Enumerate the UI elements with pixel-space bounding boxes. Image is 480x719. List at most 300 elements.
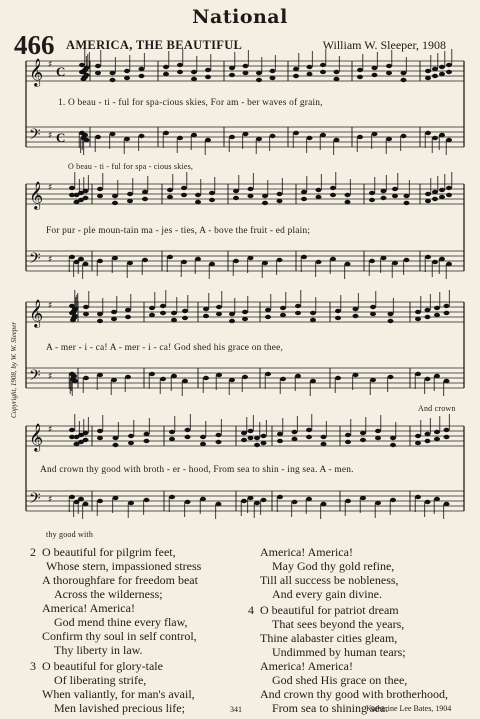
note-head: [330, 186, 336, 190]
note-head: [149, 313, 155, 317]
note-head: [334, 77, 340, 81]
note-head: [432, 197, 438, 201]
note-head: [110, 78, 116, 82]
note-head: [388, 319, 394, 323]
note-head: [113, 496, 119, 500]
stanza-3: 3 O beautiful for glory-tale Of liberating strife, When valiantly, for man's avail, Men lavished precious life;: [30, 659, 195, 715]
note-head: [139, 74, 145, 78]
note-head: [425, 255, 431, 259]
note-head: [111, 310, 117, 314]
note-head: [295, 304, 301, 308]
note-head: [321, 435, 327, 439]
note-head: [439, 188, 445, 192]
note-head: [185, 500, 191, 504]
note-head: [182, 316, 188, 320]
note-head: [293, 67, 299, 71]
note-head: [345, 499, 351, 503]
lyrics-line-1: 1. O beau - ti - ful for spa-cious skies, For am - ber waves of grain,: [58, 98, 323, 108]
note-head: [200, 442, 206, 446]
note-head: [301, 197, 307, 201]
treble-clef-icon: 𝄞: [29, 58, 44, 86]
note-head: [181, 193, 187, 197]
note-head: [233, 189, 239, 193]
note-head: [195, 193, 201, 197]
note-head: [415, 317, 421, 321]
note-head: [254, 501, 260, 505]
note-head: [229, 319, 235, 323]
note-head: [293, 74, 299, 78]
note-head: [127, 199, 133, 203]
note-head: [425, 500, 431, 504]
note-head: [425, 69, 431, 73]
note-head: [375, 436, 381, 440]
note-head: [270, 134, 276, 138]
note-head: [112, 201, 118, 205]
note-head: [292, 437, 298, 441]
note-head: [149, 306, 155, 310]
note-head: [415, 495, 421, 499]
note-head: [97, 373, 103, 377]
note-head: [160, 304, 166, 308]
note-head: [306, 435, 312, 439]
note-head: [128, 434, 134, 438]
note-head: [316, 195, 322, 199]
note-head: [205, 75, 211, 79]
note-head: [415, 434, 421, 438]
note-head: [69, 495, 75, 499]
note-head: [144, 498, 150, 502]
note-head: [432, 190, 438, 194]
note-head: [97, 312, 103, 316]
note-head: [203, 314, 209, 318]
note-head: [83, 196, 89, 200]
note-head: [243, 64, 249, 68]
note-head: [78, 497, 84, 501]
note-head: [334, 138, 340, 142]
note-head: [425, 377, 431, 381]
note-head: [446, 70, 452, 74]
note-head: [292, 500, 298, 504]
note-head: [425, 131, 431, 135]
note-head: [425, 439, 431, 443]
note-head: [83, 305, 89, 309]
note-head: [353, 307, 359, 311]
note-head: [110, 71, 116, 75]
note-head: [124, 69, 130, 73]
bass-clef-icon: 𝄢: [29, 490, 41, 511]
stanzas-left: [30, 545, 245, 715]
note-head: [216, 440, 222, 444]
note-head: [372, 66, 378, 70]
note-head: [112, 256, 118, 260]
note-head: [142, 190, 148, 194]
note-head: [360, 438, 366, 442]
note-head: [191, 133, 197, 137]
note-head: [124, 137, 130, 141]
note-head: [139, 134, 145, 138]
time-signature-icon: C: [56, 64, 66, 79]
note-head: [171, 318, 177, 322]
note-head: [390, 498, 396, 502]
note-head: [401, 134, 407, 138]
note-head: [372, 132, 378, 136]
note-head: [200, 435, 206, 439]
note-head: [256, 137, 262, 141]
note-head: [127, 261, 133, 265]
note-head: [69, 255, 75, 259]
note-head: [320, 133, 326, 137]
note-head: [167, 255, 173, 259]
note-head: [277, 432, 283, 436]
bass-clef-icon: 𝄢: [29, 367, 41, 388]
note-head: [82, 133, 88, 137]
note-head: [185, 435, 191, 439]
note-head: [360, 431, 366, 435]
note-head: [229, 135, 235, 139]
note-head: [277, 495, 283, 499]
note-head: [439, 133, 445, 137]
sharp-icon: ♯: [48, 255, 53, 265]
note-head: [84, 73, 90, 77]
note-head: [306, 428, 312, 432]
note-head: [345, 433, 351, 437]
note-head: [392, 194, 398, 198]
note-head: [261, 441, 267, 445]
treble-clef-icon: 𝄞: [29, 299, 44, 327]
note-head: [439, 65, 445, 69]
note-head: [216, 433, 222, 437]
note-head: [248, 496, 254, 500]
note-head: [254, 436, 260, 440]
note-head: [205, 68, 211, 72]
sharp-icon: ♯: [48, 495, 53, 505]
stanza-2: 2 O beautiful for pilgrim feet, Whose stern, impassioned stress A thoroughfare for freedom beat Across the wilderness; America! America! God mend thine every flaw, Confirm thy soul in self control, Thy liberty in law.: [30, 545, 202, 657]
note-head: [261, 498, 267, 502]
note-head: [167, 188, 173, 192]
note-head: [270, 69, 276, 73]
note-head: [295, 374, 301, 378]
note-head: [381, 256, 387, 260]
hymn-number: 466: [14, 30, 55, 60]
note-head: [113, 443, 119, 447]
note-head: [144, 439, 150, 443]
note-head: [439, 72, 445, 76]
note-head: [434, 313, 440, 317]
note-head: [142, 258, 148, 262]
note-head: [177, 136, 183, 140]
note-head: [425, 192, 431, 196]
note-head: [277, 439, 283, 443]
note-head: [83, 262, 89, 266]
note-head: [446, 63, 452, 67]
note-head: [320, 70, 326, 74]
note-head: [334, 70, 340, 74]
treble-clef-icon: 𝄞: [29, 181, 44, 209]
note-head: [209, 191, 215, 195]
note-head: [386, 137, 392, 141]
note-head: [316, 188, 322, 192]
note-head: [381, 196, 387, 200]
note-head: [415, 441, 421, 445]
note-head: [270, 76, 276, 80]
note-head: [330, 193, 336, 197]
note-head: [425, 315, 431, 319]
note-head: [163, 131, 169, 135]
author-credit: Katherine Lee Bates, 1904: [366, 704, 452, 713]
note-head: [357, 75, 363, 79]
note-head: [307, 136, 313, 140]
note-head: [139, 67, 145, 71]
note-head: [392, 261, 398, 265]
note-head: [401, 71, 407, 75]
note-head: [415, 372, 421, 376]
note-head: [277, 192, 283, 196]
bass-clef-icon: 𝄢: [29, 250, 41, 271]
note-head: [95, 71, 101, 75]
note-head: [401, 78, 407, 82]
note-head: [335, 376, 341, 380]
note-head: [233, 259, 239, 263]
note-head: [310, 318, 316, 322]
note-head: [446, 138, 452, 142]
note-head: [370, 305, 376, 309]
note-head: [345, 200, 351, 204]
note-head: [446, 193, 452, 197]
note-head: [163, 72, 169, 76]
note-head: [128, 501, 134, 505]
note-head: [83, 189, 89, 193]
note-head: [277, 199, 283, 203]
sharp-icon: ♯: [48, 425, 53, 435]
note-head: [241, 499, 247, 503]
note-head: [113, 436, 119, 440]
lyrics-line-2: For pur - ple moun-tain ma - jes - ties, A - bove the fruit - ed plain;: [46, 226, 311, 236]
note-head: [79, 63, 85, 67]
note-head: [381, 189, 387, 193]
note-head: [83, 431, 89, 435]
note-head: [307, 65, 313, 69]
note-head: [432, 67, 438, 71]
note-head: [320, 63, 326, 67]
note-head: [248, 429, 254, 433]
note-head: [310, 379, 316, 383]
note-head: [262, 194, 268, 198]
note-head: [83, 502, 89, 506]
note-head: [388, 312, 394, 316]
note-head: [171, 374, 177, 378]
note-head: [345, 440, 351, 444]
note-head: [434, 430, 440, 434]
note-head: [404, 258, 410, 262]
note-head: [353, 314, 359, 318]
note-head: [425, 199, 431, 203]
note-head: [434, 497, 440, 501]
note-head: [369, 259, 375, 263]
page-number: 341: [230, 705, 242, 714]
note-head: [444, 311, 450, 315]
note-head: [160, 377, 166, 381]
note-head: [261, 434, 267, 438]
sharp-icon: ♯: [48, 131, 53, 141]
note-head: [446, 262, 452, 266]
note-head: [203, 376, 209, 380]
note-head: [242, 310, 248, 314]
note-head: [216, 373, 222, 377]
note-head: [369, 191, 375, 195]
note-head: [316, 260, 322, 264]
note-head: [229, 312, 235, 316]
note-head: [248, 187, 254, 191]
copyright-notice: Copyright, 1908, by W. W. Sleeper: [10, 321, 18, 418]
hymn-title: AMERICA, THE BEAUTIFUL: [66, 38, 243, 52]
note-head: [345, 193, 351, 197]
note-head: [404, 194, 410, 198]
note-head: [167, 195, 173, 199]
note-head: [262, 261, 268, 265]
note-head: [125, 308, 131, 312]
note-head: [254, 443, 260, 447]
stanzas-right: [248, 545, 468, 715]
note-head: [432, 260, 438, 264]
note-head: [84, 66, 90, 70]
note-head: [144, 432, 150, 436]
note-head: [169, 437, 175, 441]
note-head: [177, 70, 183, 74]
note-head: [357, 135, 363, 139]
note-head: [233, 196, 239, 200]
note-head: [71, 374, 77, 378]
note-head: [229, 66, 235, 70]
note-head: [97, 187, 103, 191]
note-head: [360, 496, 366, 500]
note-head: [111, 317, 117, 321]
note-head: [434, 437, 440, 441]
note-head: [191, 70, 197, 74]
bass-words-line-3: And crown: [418, 404, 456, 413]
note-head: [415, 310, 421, 314]
note-head: [439, 257, 445, 261]
note-head: [124, 76, 130, 80]
note-head: [256, 71, 262, 75]
note-head: [301, 190, 307, 194]
section-title: National: [192, 6, 288, 28]
note-head: [97, 194, 103, 198]
treble-clef-icon: 𝄞: [29, 423, 44, 451]
note-head: [72, 314, 78, 318]
note-head: [216, 502, 222, 506]
note-head: [97, 499, 103, 503]
stanza-2-continued: America! America! May God thy gold refine, Till all success be nobleness, And every gain divine.: [260, 545, 399, 601]
note-head: [335, 316, 341, 320]
note-head: [125, 315, 131, 319]
note-head: [160, 311, 166, 315]
note-head: [111, 378, 117, 382]
note-head: [248, 194, 254, 198]
note-head: [185, 428, 191, 432]
note-head: [357, 68, 363, 72]
note-head: [256, 78, 262, 82]
note-head: [425, 432, 431, 436]
note-head: [69, 186, 75, 190]
note-head: [241, 431, 247, 435]
note-head: [425, 308, 431, 312]
note-head: [444, 428, 450, 432]
sharp-icon: ♯: [48, 183, 53, 193]
note-head: [404, 201, 410, 205]
note-head: [242, 375, 248, 379]
bass-words-line-4: thy good with: [46, 530, 94, 539]
note-head: [444, 304, 450, 308]
sharp-icon: ♯: [48, 372, 53, 382]
note-head: [203, 307, 209, 311]
note-head: [330, 257, 336, 261]
note-head: [195, 257, 201, 261]
note-head: [181, 186, 187, 190]
note-head: [306, 497, 312, 501]
note-head: [112, 194, 118, 198]
lyrics-line-3: A - mer - i - ca! A - mer - i - ca! God shed his grace on thee,: [46, 343, 283, 353]
note-head: [353, 373, 359, 377]
note-head: [78, 257, 84, 261]
note-head: [439, 195, 445, 199]
note-head: [127, 192, 133, 196]
lyrics-line-4: And crown thy good with broth - er - hood, From sea to shin - ing sea. A - men.: [40, 465, 354, 475]
note-head: [386, 71, 392, 75]
note-head: [321, 502, 327, 506]
note-head: [216, 312, 222, 316]
note-head: [375, 429, 381, 433]
note-head: [372, 73, 378, 77]
note-head: [307, 72, 313, 76]
note-head: [177, 63, 183, 67]
note-head: [375, 501, 381, 505]
note-head: [181, 260, 187, 264]
stanza-4: 4 O beautiful for patriot dream That sees beyond the years, Thine alabaster cities gleam, Undimmed by human tears; America! America! God shed His grace on thee, And crown thy good with brotherhood, From sea to shining sea.: [248, 603, 448, 715]
note-head: [432, 136, 438, 140]
note-head: [434, 374, 440, 378]
note-head: [97, 319, 103, 323]
note-head: [169, 495, 175, 499]
note-head: [345, 262, 351, 266]
note-head: [243, 132, 249, 136]
note-head: [432, 74, 438, 78]
note-head: [97, 429, 103, 433]
note-head: [425, 76, 431, 80]
note-head: [182, 379, 188, 383]
note-head: [390, 436, 396, 440]
note-head: [97, 259, 103, 263]
time-signature-icon: C: [56, 130, 66, 145]
note-head: [280, 313, 286, 317]
note-head: [310, 311, 316, 315]
bass-words-line-1: O beau - ti - ful for spa - cious skies,: [68, 162, 194, 171]
note-head: [292, 430, 298, 434]
note-head: [392, 187, 398, 191]
note-head: [200, 497, 206, 501]
note-head: [72, 307, 78, 311]
note-head: [195, 200, 201, 204]
note-head: [97, 436, 103, 440]
note-head: [388, 375, 394, 379]
note-head: [216, 305, 222, 309]
note-head: [163, 65, 169, 69]
note-head: [191, 77, 197, 81]
note-head: [182, 309, 188, 313]
note-head: [229, 378, 235, 382]
note-head: [444, 435, 450, 439]
note-head: [370, 312, 376, 316]
note-head: [209, 198, 215, 202]
